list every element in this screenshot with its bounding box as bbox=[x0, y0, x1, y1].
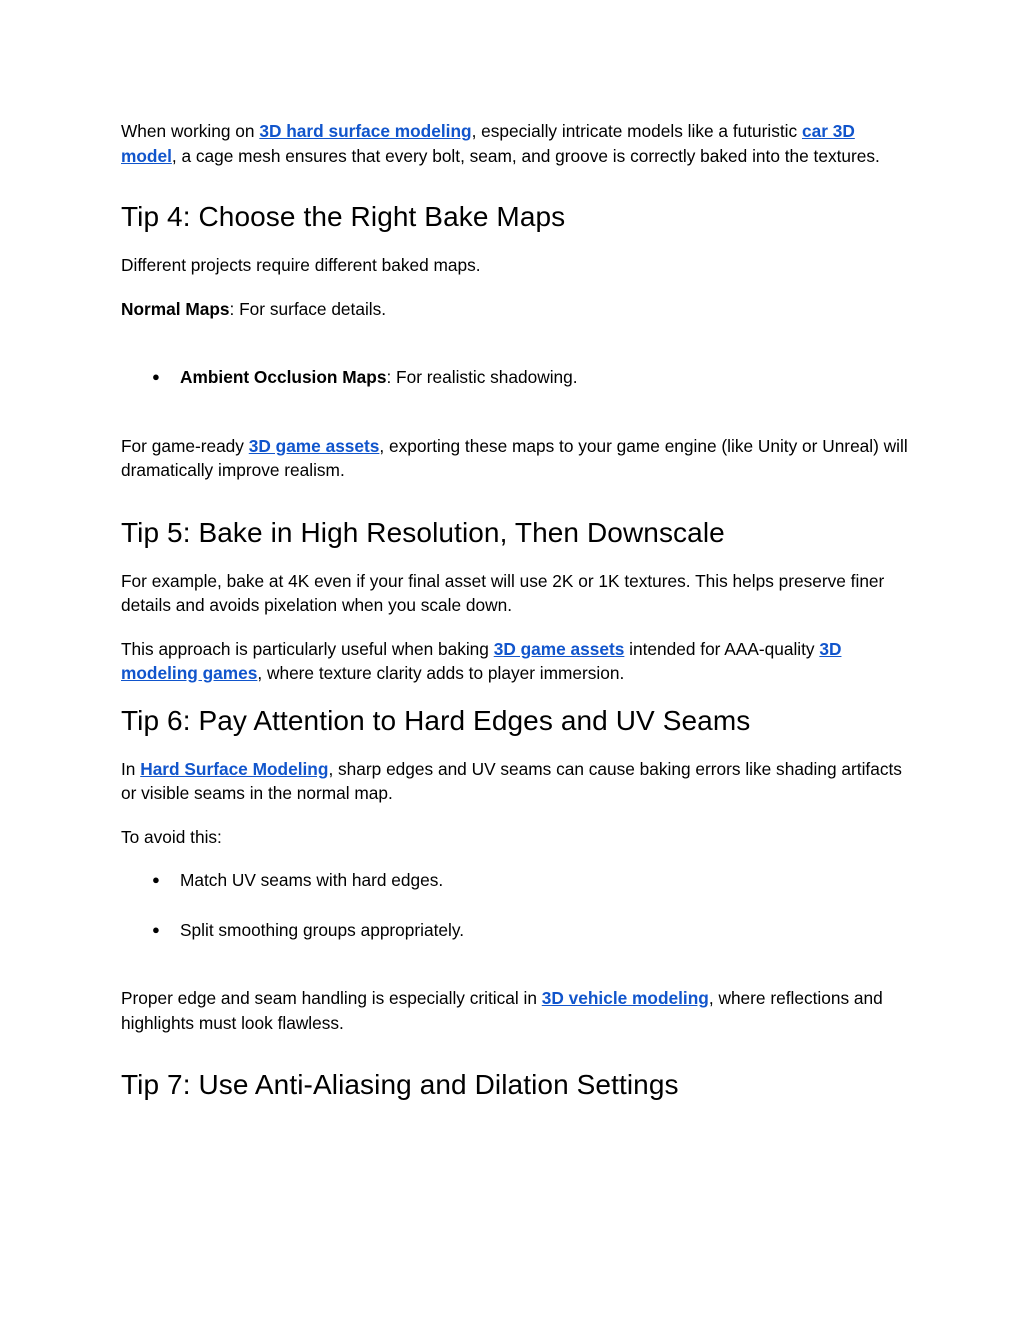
tip6-heading: Tip 6: Pay Attention to Hard Edges and UV Seams bbox=[121, 704, 751, 736]
tip4-p3-text-2: , exporting these maps to your game engine (like Unity or Unreal) will dramatically improve realism. bbox=[121, 435, 908, 480]
list-item bbox=[121, 918, 911, 943]
list-item bbox=[121, 365, 911, 390]
link-hard-surface-modeling[interactable]: Hard Surface Modeling bbox=[140, 758, 329, 779]
link-car-3d-model[interactable]: car 3D model bbox=[121, 121, 855, 166]
bullet-icon: ● bbox=[152, 369, 160, 384]
tip4-normal-maps bbox=[121, 297, 911, 322]
list-item bbox=[121, 868, 911, 893]
tip4-heading: Tip 4: Choose the Right Bake Maps bbox=[121, 201, 566, 232]
tip7-heading: Tip 7: Use Anti-Aliasing and Dilation Settings bbox=[121, 1069, 679, 1100]
tip4-bullet-list bbox=[121, 365, 911, 390]
tip6-paragraph-1 bbox=[121, 757, 911, 806]
intro-text-3: , a cage mesh ensures that every bolt, seam, and groove is correctly baked into the textures. bbox=[171, 145, 880, 166]
tip6-paragraph-2: To avoid this: bbox=[121, 826, 222, 847]
tip5-p2-text-3: , where texture clarity adds to player immersion. bbox=[257, 663, 625, 683]
bullet-text: Match UV seams with hard edges. bbox=[180, 870, 444, 890]
tip4-paragraph-1: Different projects require different baked maps. bbox=[121, 255, 481, 275]
tip5-p2-text-2: intended for AAA-quality bbox=[624, 638, 820, 659]
tip5-heading: Tip 5: Bake in High Resolution, Then Downscale bbox=[121, 516, 725, 548]
intro-text-1: When working on bbox=[121, 121, 260, 141]
tip4-paragraph-3 bbox=[121, 434, 911, 483]
tip5-p2-text-1: This approach is particularly useful when baking bbox=[121, 638, 494, 659]
link-3d-modeling-games[interactable]: 3D modeling games bbox=[121, 638, 842, 683]
ao-maps-label: Ambient Occlusion Maps bbox=[180, 367, 387, 387]
link-3d-hard-surface-modeling[interactable]: 3D hard surface modeling bbox=[259, 121, 472, 141]
intro-paragraph bbox=[121, 119, 911, 168]
link-3d-game-assets[interactable]: 3D game assets bbox=[248, 435, 380, 456]
link-3d-vehicle-modeling[interactable]: 3D vehicle modeling bbox=[541, 988, 709, 1008]
tip5-paragraph-1: For example, bake at 4K even if your final asset will use 2K or 1K textures. This helps preserve finer details and avoids pixelation when you scale down. bbox=[121, 570, 885, 615]
bullet-icon: ● bbox=[152, 921, 160, 937]
ao-maps-text: : For realistic shadowing. bbox=[386, 367, 578, 387]
tip4-p3-text-1: For game-ready bbox=[121, 435, 249, 456]
bullet-text: Split smoothing groups appropriately. bbox=[180, 919, 465, 940]
tip5-paragraph-2 bbox=[121, 637, 911, 686]
link-3d-game-assets-2[interactable]: 3D game assets bbox=[493, 638, 625, 659]
tip6-p1-text-2: , sharp edges and UV seams can cause baking errors like shading artifacts or visible seams in the normal map. bbox=[121, 758, 902, 803]
tip6-p1-text-1: In bbox=[121, 758, 141, 779]
normal-maps-label: Normal Maps bbox=[121, 298, 230, 319]
tip6-p3-text-1: Proper edge and seam handling is especially critical in bbox=[121, 988, 542, 1008]
tip6-p3-text-2: , where reflections and highlights must look flawless. bbox=[121, 988, 883, 1033]
intro-text-2: , especially intricate models like a futuristic bbox=[471, 121, 802, 141]
tip6-bullet-list bbox=[121, 868, 911, 942]
document-page bbox=[121, 119, 911, 1102]
tip6-paragraph-3 bbox=[121, 986, 911, 1035]
bullet-icon: ● bbox=[152, 872, 160, 887]
normal-maps-text: : For surface details. bbox=[229, 298, 387, 319]
